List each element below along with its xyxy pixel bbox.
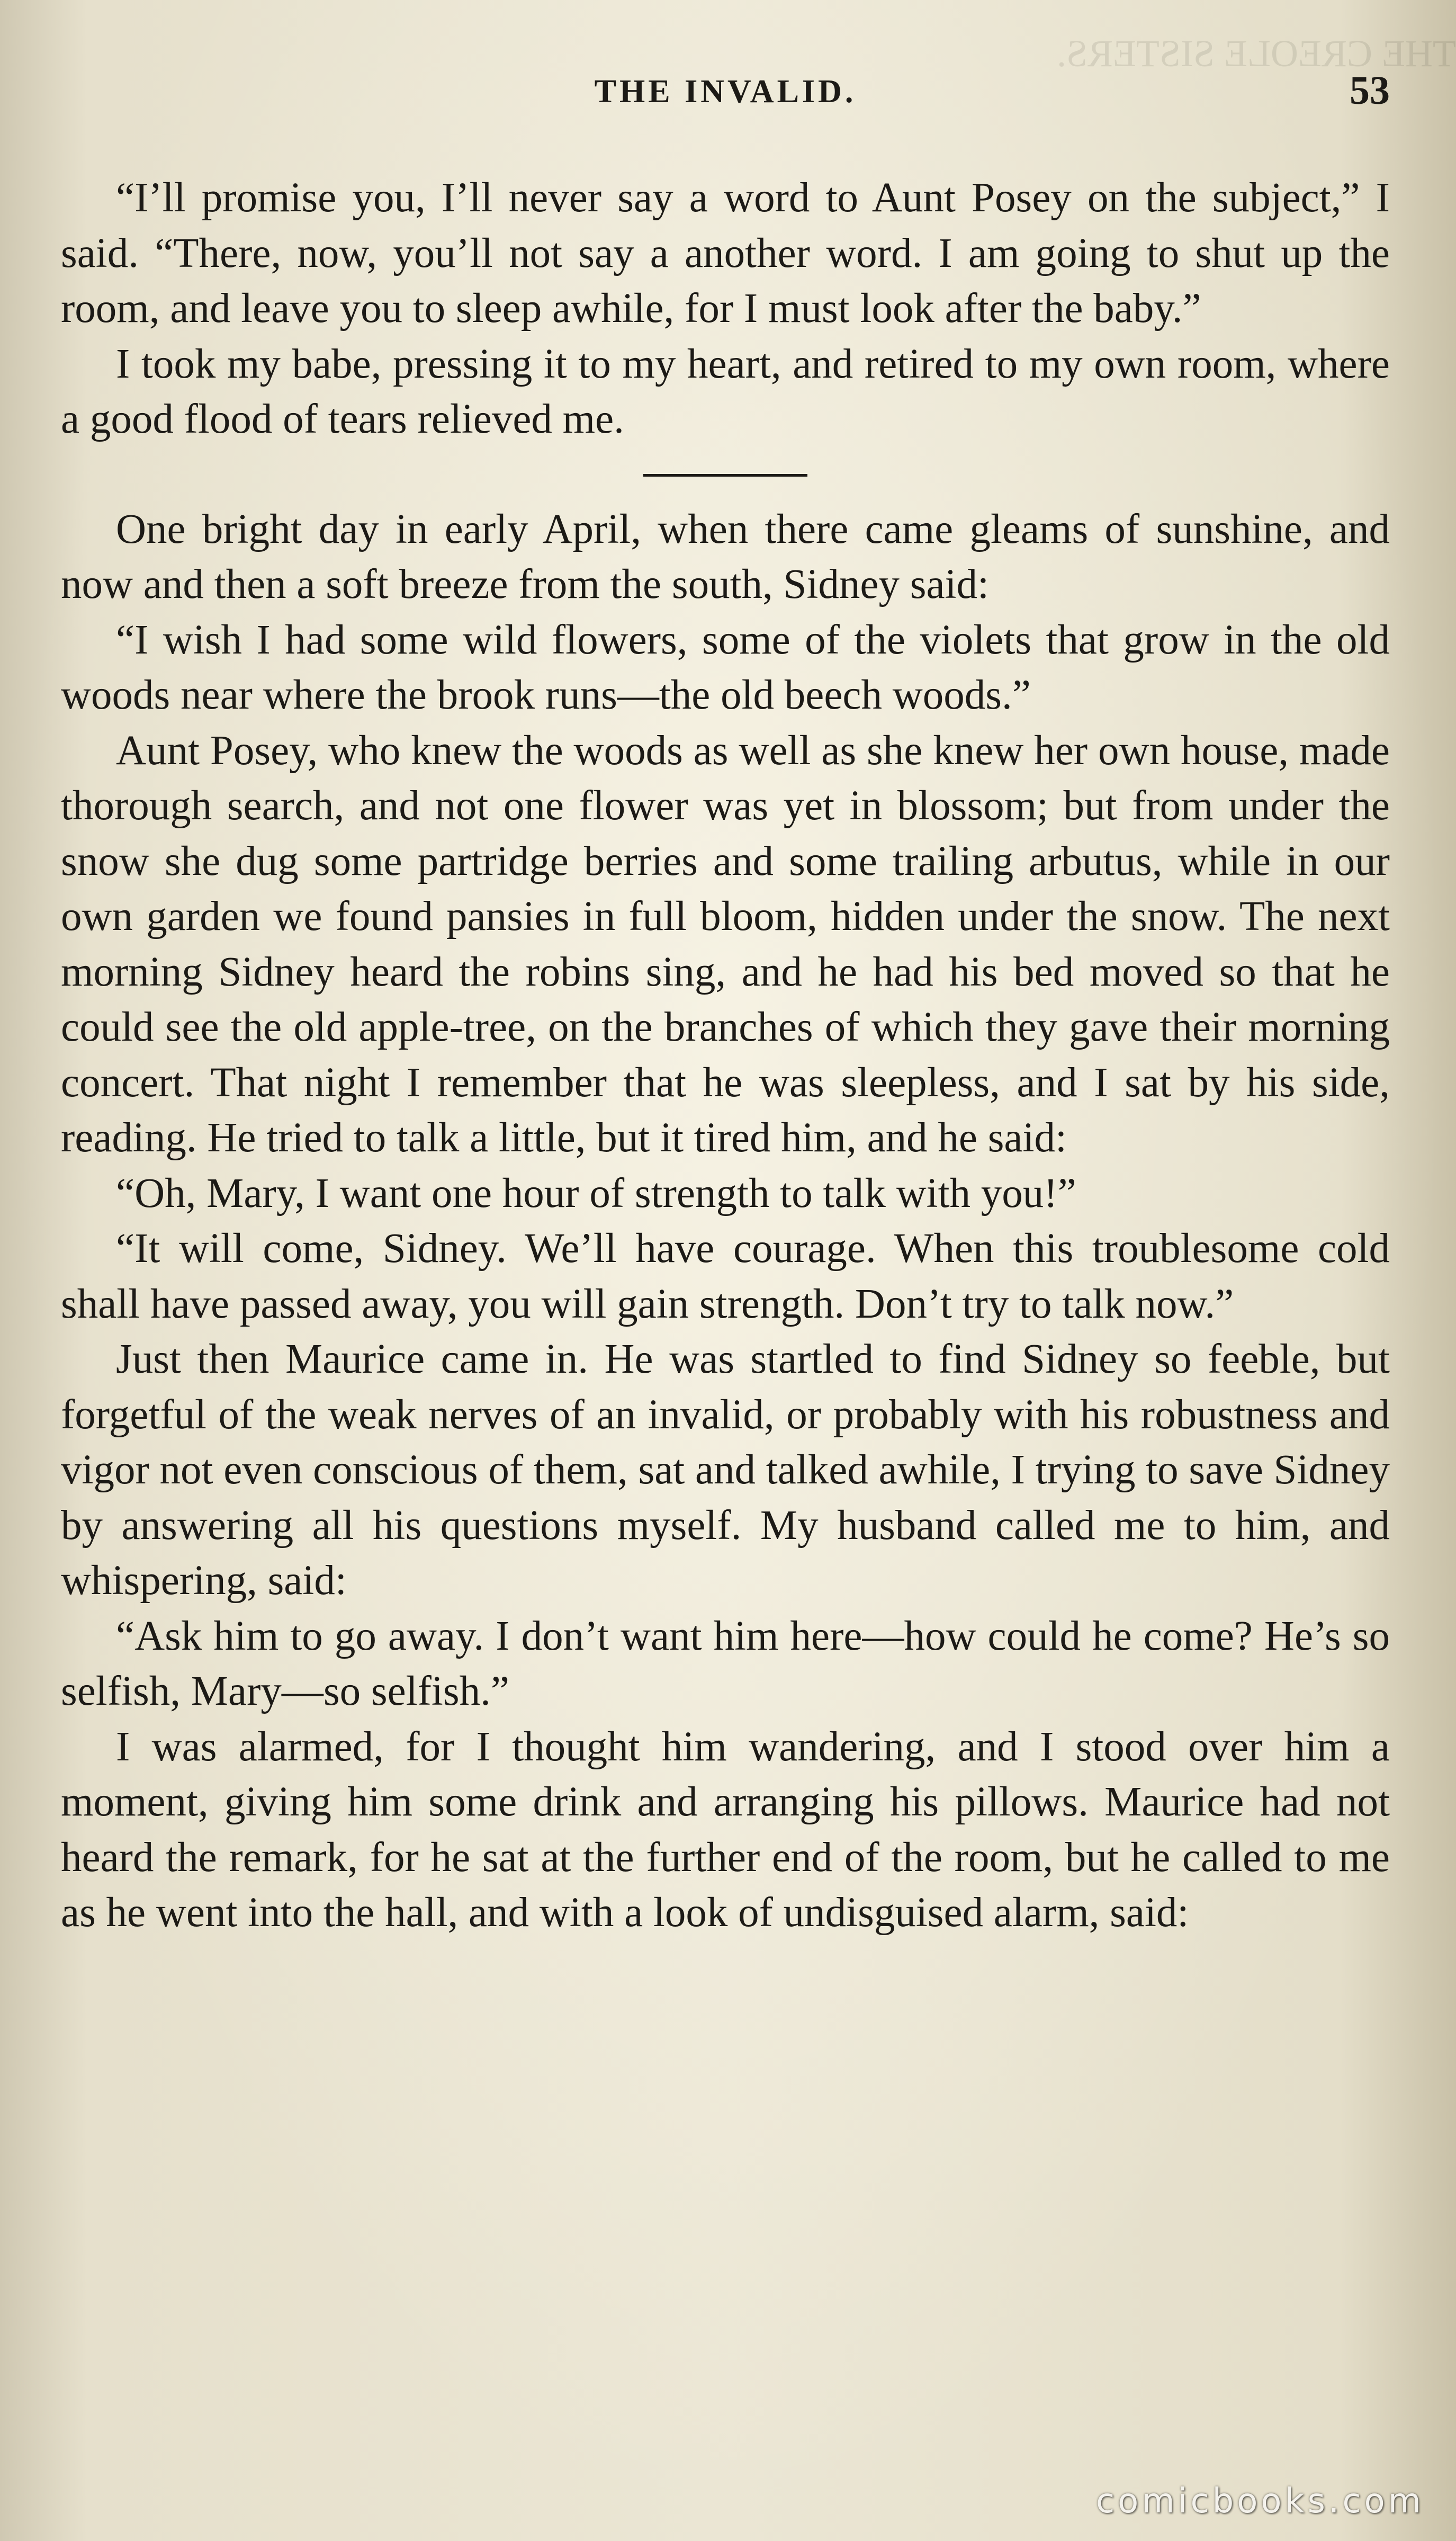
- running-head: THE INVALID.: [594, 74, 857, 110]
- paragraph: “Oh, Mary, I want one hour of strength to talk with you!”: [116, 1170, 1076, 1216]
- paragraph: Just then Maurice came in. He was startled to find Sidney so feeble, but forgetful of the weak nerves of an invalid, or probably with his robustness and vigor not even conscious of them, sat and talked awhile, I trying to save Sidney by answering all his questions myself. My husband called me to him, and whispering, said:: [61, 1336, 1390, 1604]
- paragraph: One bright day in early April, when there came gleams of sunshine, and now and then a soft breeze from the south, Sidney said:: [61, 506, 1390, 607]
- section-divider: [643, 474, 807, 477]
- body-text: [61, 171, 1390, 1941]
- paragraph: “I’ll promise you, I’ll never say a word to Aunt Posey on the subject,” I said. “There, now, you’ll not say a another word. I am going to shut up the room, and leave you to sleep awhile, for I must look after the baby.”: [61, 175, 1390, 332]
- watermark: comicbooks.com: [1095, 2482, 1424, 2521]
- page-header: [61, 68, 1390, 115]
- paragraph: “It will come, Sidney. We’ll have courage. When this troublesome cold shall have passed away, you will gain strength. Don’t try to talk now.”: [61, 1225, 1390, 1327]
- paragraph: I took my babe, pressing it to my heart, and retired to my own room, where a good flood of tears relieved me.: [61, 341, 1390, 442]
- paragraph: “Ask him to go away. I don’t want him here—how could he come? He’s so selfish, Mary—so selfish.”: [61, 1613, 1390, 1714]
- paragraph: Aunt Posey, who knew the woods as well as she knew her own house, made thorough search, and not one flower was yet in blossom; but from under the snow she dug some partridge berries and some trailing arbutus, while in our own garden we found pansies in full bloom, hidden under the snow. The next morning Sidney heard the robins sing, and he had his bed moved so that he could see the old apple-tree, on the branches of which they gave their morning concert. That night I remember that he was sleepless, and I sat by his side, reading. He tried to talk a little, but it tired him, and he said:: [61, 727, 1390, 1161]
- paragraph: I was alarmed, for I thought him wandering, and I stood over him a moment, giving him some drink and arranging his pillows. Maurice had not heard the remark, for he sat at the further end of the room, but he called to me as he went into the hall, and with a look of undisguised alarm, said:: [61, 1723, 1390, 1936]
- paragraph: “I wish I had some wild flowers, some of the violets that grow in the old woods near where the brook runs—the old beech woods.”: [61, 616, 1390, 718]
- bleed-through-text: THE CREOLE SISTERS.: [1056, 32, 1456, 75]
- page-number: 53: [1350, 68, 1390, 113]
